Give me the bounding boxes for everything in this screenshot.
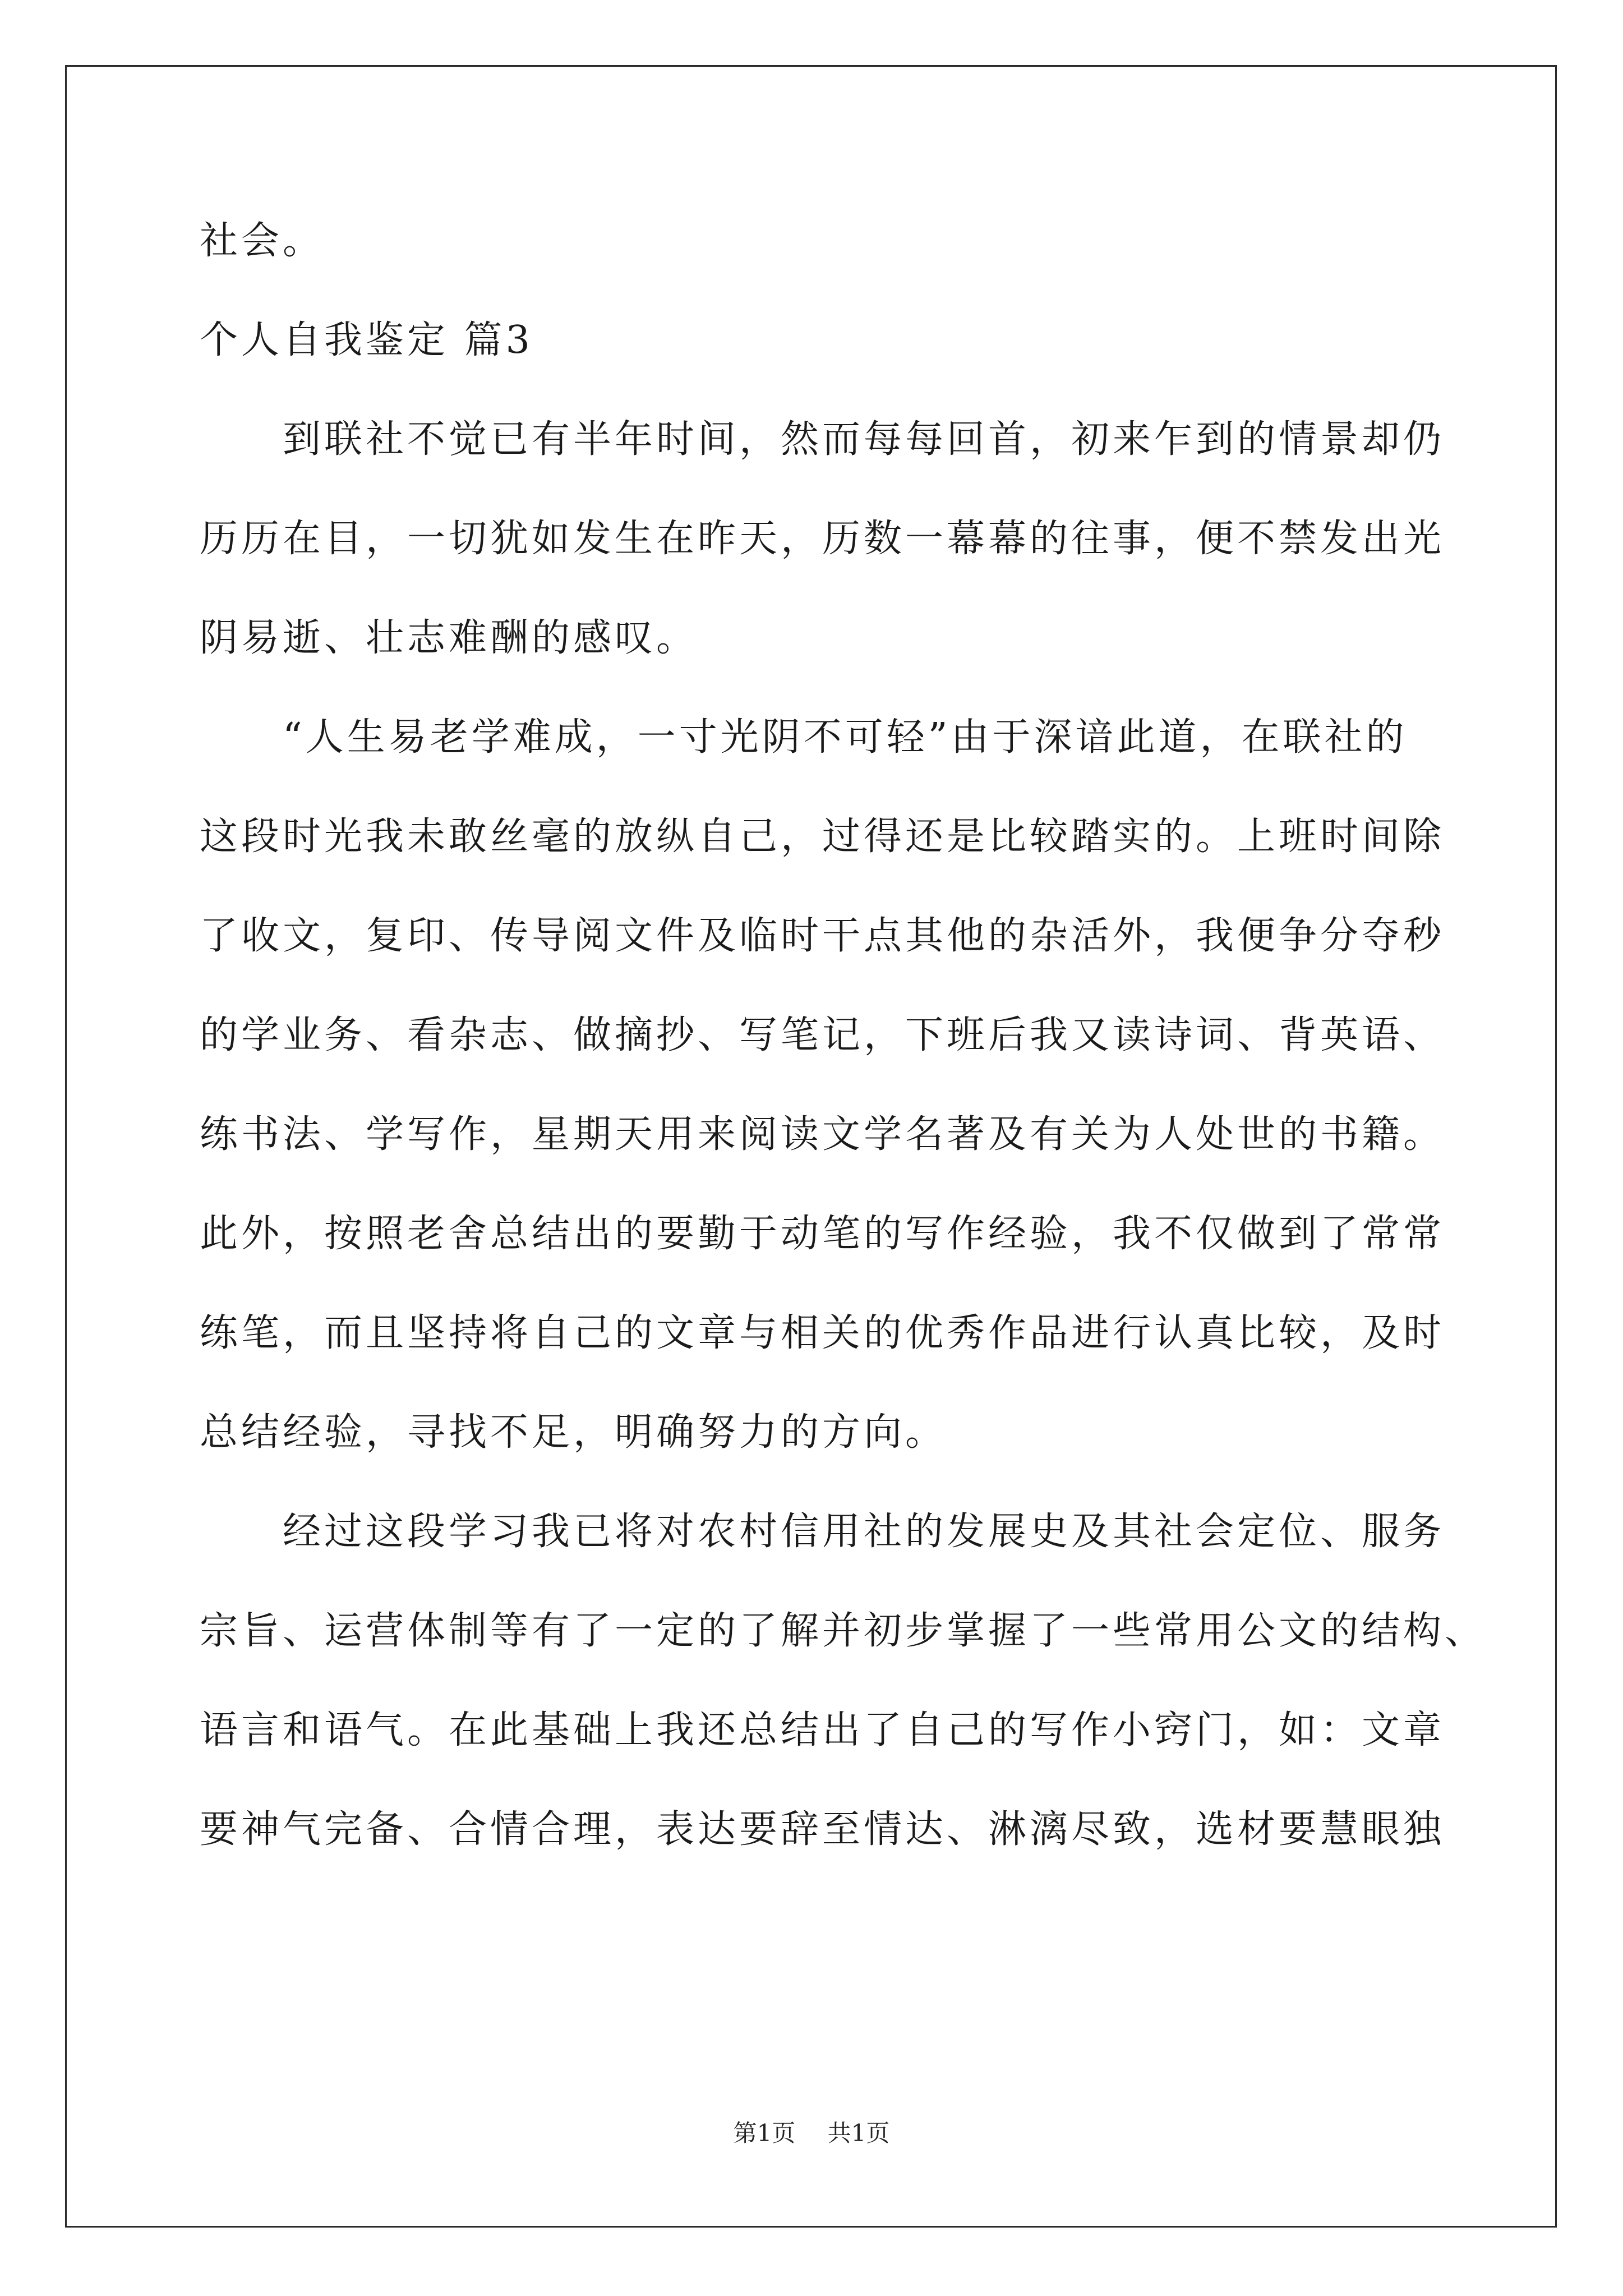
text-line: 宗旨、运营体制等有了一定的了解并初步掌握了一些常用公文的结构、 <box>200 1609 1487 1653</box>
text-line: 阴易逝、壮志难酬的感叹。 <box>200 616 698 660</box>
text-line: 到联社不觉已有半年时间，然而每每回首，初来乍到的情景却仍 <box>200 417 1445 462</box>
text-line: 了收文，复印、传导阅文件及临时干点其他的杂活外，我便争分夺秒 <box>200 914 1445 958</box>
text-line: “人生易老学难成，一寸光阴不可轻”由于深谙此道，在联社的 <box>200 715 1408 760</box>
text-line: 总结经验，寻找不足，明确努力的方向。 <box>200 1410 947 1455</box>
text-line: 经过这段学习我已将对农村信用社的发展史及其社会定位、服务 <box>200 1510 1445 1554</box>
text-line: 练书法、学写作，星期天用来阅读文学名著及有关为人处世的书籍。 <box>200 1112 1445 1157</box>
text-line: 此外，按照老舍总结出的要勤于动笔的写作经验，我不仅做到了常常 <box>200 1212 1445 1256</box>
text-line: 要神气完备、合情合理，表达要辞至情达、淋漓尽致，选材要慧眼独 <box>200 1807 1445 1852</box>
text-line: 练笔，而且坚持将自己的文章与相关的优秀作品进行认真比较，及时 <box>200 1311 1445 1355</box>
text-line: 历历在目，一切犹如发生在昨天，历数一幕幕的往事，便不禁发出光 <box>200 517 1445 561</box>
page-number: 第1页 <box>733 2119 796 2147</box>
document-body <box>200 213 1487 1901</box>
text-line: 的学业务、看杂志、做摘抄、写笔记，下班后我又读诗词、背英语、 <box>200 1013 1445 1057</box>
text-line: 语言和语气。在此基础上我还总结出了自己的写作小窍门，如：文章 <box>200 1708 1445 1752</box>
text-line: 社会。 <box>200 219 325 263</box>
page-footer <box>0 2115 1623 2148</box>
text-line: 这段时光我未敢丝毫的放纵自己，过得还是比较踏实的。上班时间除 <box>200 815 1445 859</box>
section-heading: 个人自我鉴定 篇3 <box>200 318 533 362</box>
page-total: 共1页 <box>827 2119 890 2147</box>
